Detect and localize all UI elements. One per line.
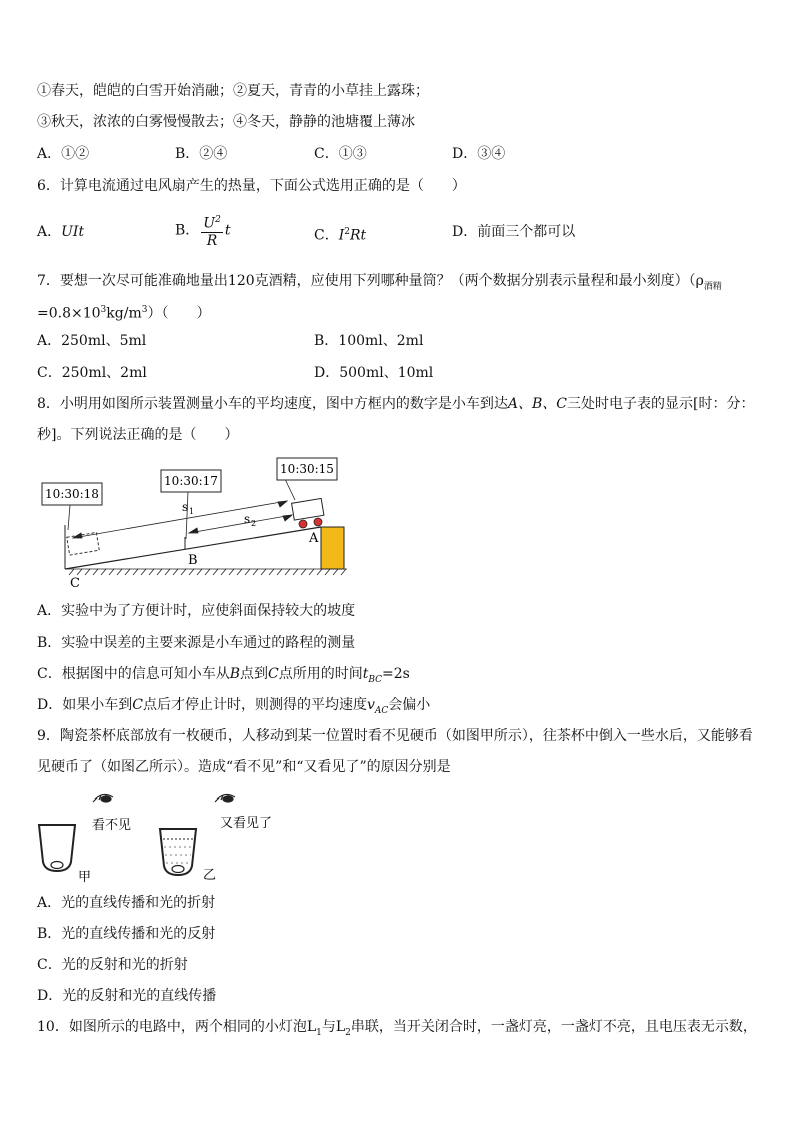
ground-hatching — [65, 569, 347, 575]
q7-density-a: =0.8×10 — [37, 305, 101, 322]
q8-d-d: 会偏小 — [388, 697, 431, 713]
cup2-caption: 又看见了 — [220, 816, 273, 831]
q8-c-f: =2s — [382, 666, 410, 682]
q6-option-d: D．前面三个都可以 — [452, 224, 576, 240]
q10-sub1: 1 — [316, 1027, 322, 1038]
q5-option-d: D．③④ — [452, 146, 506, 162]
coin — [51, 862, 63, 869]
q6-option-a-prefix: A． — [37, 224, 62, 240]
s2-label: s — [244, 512, 251, 526]
q6-option-c-prefix: C． — [314, 227, 339, 244]
q10-stem — [37, 1017, 757, 1043]
q8-c-b: B — [229, 666, 241, 682]
q5-option-a: A．①② — [37, 146, 90, 162]
q8-c-sub: BC — [368, 674, 383, 685]
q8-option-d — [37, 695, 430, 721]
q8-stem-line2: 秒]。下列说法正确的是（ ） — [37, 427, 239, 443]
s1-label: s — [182, 500, 189, 514]
support-block — [321, 527, 344, 569]
time-c-text: 10:30:18 — [45, 487, 99, 501]
cup1 — [39, 825, 75, 871]
q6-b-tail: t — [224, 222, 231, 239]
incline-diagram — [37, 455, 357, 590]
cup1-caption: 看不见 — [92, 818, 132, 833]
q7-rho-subscript: 酒精 — [703, 281, 722, 292]
q9-option-c: C．光的反射和光的折射 — [37, 957, 188, 973]
q5-option-c: C．①③ — [314, 146, 367, 162]
q6-option-b — [175, 212, 230, 249]
q7-density-sup1: 3 — [100, 305, 107, 315]
leader-a — [285, 479, 295, 500]
car-wheel-rear — [299, 520, 307, 528]
coin — [172, 866, 184, 873]
car-at-a — [292, 498, 324, 520]
q7-density-line — [37, 300, 210, 324]
q6-option-b-prefix: B． — [175, 222, 200, 239]
q8-d-b: C — [132, 697, 143, 713]
q6-option-a — [37, 222, 84, 242]
q6-c-sup: 2 — [344, 227, 350, 237]
q8-d-sub: AC — [374, 705, 389, 716]
q6-stem: 6．计算电流通过电风扇产生的热量，下面公式选用正确的是（ ） — [37, 178, 466, 194]
q5-line2: ③秋天，浓浓的白雾慢慢散去；④冬天，静静的池塘覆上薄冰 — [37, 114, 415, 130]
label-c: C — [70, 576, 80, 590]
q7-option-d: D．500ml、10ml — [314, 365, 434, 381]
q6-option-a-formula: UIt — [61, 224, 85, 240]
q9-option-a: A．光的直线传播和光的折射 — [37, 895, 216, 911]
cup1-label: 甲 — [78, 870, 92, 885]
q8-c-e: 点所用的时间 — [278, 666, 363, 682]
time-b-text: 10:30:17 — [164, 474, 218, 488]
eye-icon — [93, 794, 113, 802]
q8-d-c: 点后才停止计时，则测得的平均速度 — [142, 697, 367, 713]
label-b: B — [188, 553, 198, 568]
cup2 — [160, 829, 196, 875]
q8-c-c: 点到 — [240, 666, 269, 682]
leader-c — [68, 505, 70, 530]
q9-stem-line2: 见硬币了（如图乙所示）。造成“看不见”和“又看见了”的原因分别是 — [37, 759, 451, 775]
s2-subscript: 2 — [251, 519, 257, 528]
q6-option-b-fraction — [201, 212, 223, 249]
eye-icon — [215, 794, 235, 802]
q7-density-sup2: 3 — [141, 305, 148, 315]
q8-option-a: A．实验中为了方便计时，应使斜面保持较大的坡度 — [37, 603, 356, 619]
q8-c-t: t — [362, 666, 369, 682]
q8-stem-line1 — [37, 394, 755, 414]
q6-b-denominator: R — [206, 232, 218, 249]
q8-c-a: C．根据图中的信息可知小车从 — [37, 666, 230, 682]
q6-b-numerator-sup: 2 — [215, 215, 221, 225]
time-a-text: 10:30:15 — [280, 462, 334, 476]
q6-b-numerator: U — [203, 215, 216, 232]
q9-option-b: B．光的直线传播和光的反射 — [37, 926, 216, 942]
cup2-label: 乙 — [203, 868, 217, 883]
q5-option-b: B．②④ — [175, 146, 228, 162]
q8-stem-c: 三处时电子表的显示[时：分： — [567, 396, 755, 412]
q6-option-c — [314, 222, 366, 246]
q10-sub2: 2 — [345, 1027, 351, 1038]
q7-stem-text: 7．要想一次尽可能准确地量出120克酒精，应使用下列哪种量筒？（两个数据分别表示量程和最小刻度）（ρ — [37, 273, 704, 289]
q7-option-b: B．100ml、2ml — [314, 333, 424, 349]
q8-d-v: v — [366, 697, 375, 713]
label-a: A — [309, 531, 319, 546]
q6-c-tail: Rt — [349, 227, 367, 244]
q7-stem — [37, 271, 722, 297]
s2-arrow — [189, 515, 292, 533]
q10-b: 与L — [321, 1019, 346, 1035]
car-wheel-front — [314, 518, 322, 526]
q6-c-current: I — [338, 227, 345, 244]
q7-option-a: A．250ml、5ml — [37, 333, 147, 349]
q8-stem-points: A、B、C — [507, 396, 568, 412]
teacup-diagram — [35, 787, 285, 887]
q10-c: 串联，当开关闭合时，一盏灯亮，一盏灯不亮，且电压表无示数， — [350, 1019, 757, 1035]
q8-d-a: D．如果小车到 — [37, 697, 133, 713]
s1-subscript: 1 — [189, 507, 195, 516]
q8-option-b: B．实验中误差的主要来源是小车通过的路程的测量 — [37, 635, 356, 651]
q8-option-c — [37, 664, 410, 690]
q10-a: 10．如图所示的电路中，两个相同的小灯泡L — [37, 1019, 317, 1035]
q8-stem-a: 8．小明用如图所示装置测量小车的平均速度，图中方框内的数字是小车到达 — [37, 396, 508, 412]
q9-stem-line1: 9．陶瓷茶杯底部放有一枚硬币，人移动到某一位置时看不见硬币（如图甲所示），往茶杯中倒入一些水后，又能够看 — [37, 728, 753, 744]
q7-density-b: kg/m — [106, 305, 142, 322]
q7-density-c: ）（ ） — [147, 305, 211, 322]
q7-option-c: C．250ml、2ml — [37, 365, 147, 381]
car-at-c — [67, 532, 100, 555]
q8-c-d: C — [268, 666, 279, 682]
q5-line1: ①春天，皑皑的白雪开始消融；②夏天，青青的小草挂上露珠； — [37, 83, 429, 99]
q9-option-d: D．光的反射和光的直线传播 — [37, 988, 217, 1004]
